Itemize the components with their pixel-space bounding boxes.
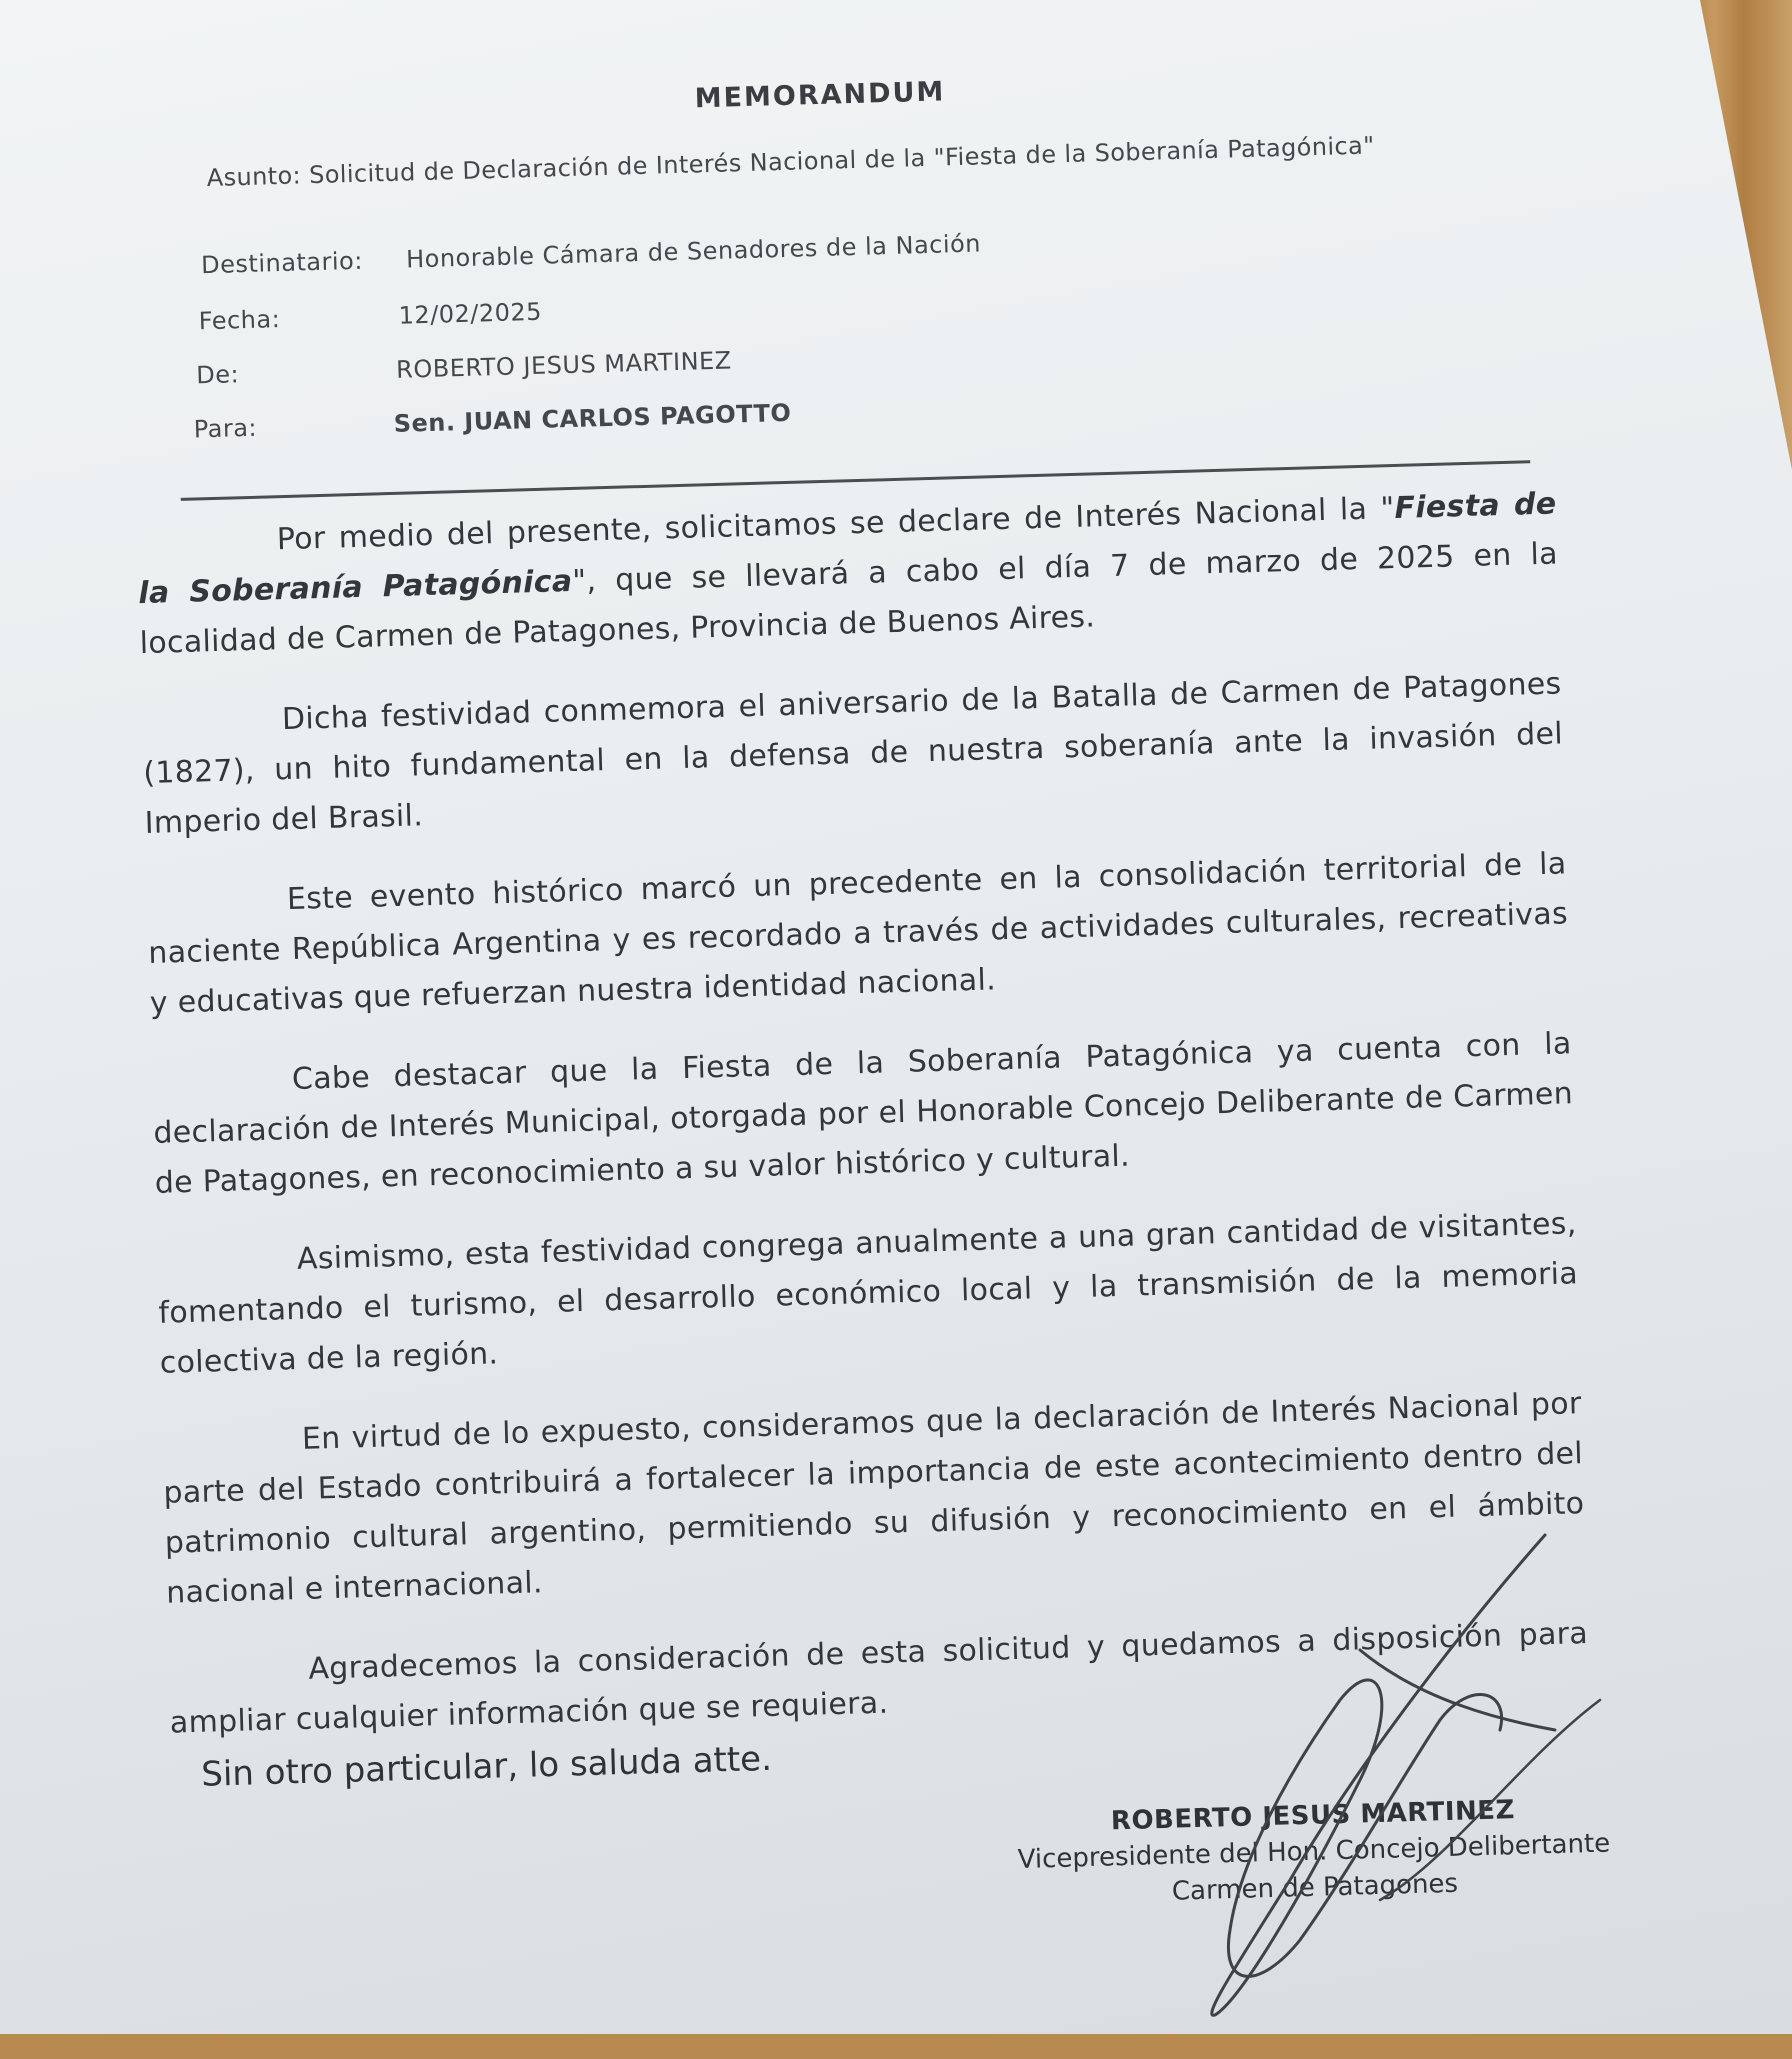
recipient-label: Destinatario:	[200, 246, 364, 280]
date-value: 12/02/2025	[398, 297, 543, 330]
to-value: Sen. JUAN CARLOS PAGOTTO	[393, 398, 792, 438]
to-label: Para:	[193, 413, 258, 444]
date-label: Fecha:	[198, 305, 281, 336]
paragraph-2: Dicha festividad conmemora el aniversario de la Batalla de Carmen de Patagones (1827), un hito fundamental en la defensa de nuestra soberanía ante la invasión del Imperio del Brasil.	[142, 666, 1564, 842]
signature-block	[983, 1792, 1646, 1912]
closing-line: Sin otro particular, lo saluda atte.	[200, 1738, 773, 1795]
recipient-row	[200, 229, 982, 280]
signer-name: ROBERTO JESUS MARTINEZ	[1110, 1795, 1516, 1837]
from-value: ROBERTO JESUS MARTINEZ	[395, 346, 733, 384]
paragraph-7: Agradecemos la consideración de esta solicitud y quedamos a disposición para ampliar cualquier información que se requiera.	[169, 1616, 1589, 1741]
to-row	[193, 398, 792, 444]
paragraph-3: Este evento histórico marcó un precedente en la consolidación territorial de la naciente República Argentina y es recordado a través de actividades culturales, recreativas y educativas que refuerzan nuestra identidad nacional.	[147, 846, 1569, 1021]
memo-body	[136, 479, 1591, 1778]
signer-role: Vicepresidente del Hon. Concejo Delibertante	[1017, 1828, 1611, 1876]
date-row	[198, 297, 543, 336]
recipient-value: Honorable Cámara de Senadores de la Nación	[405, 229, 982, 274]
event-name: Fiesta de la Soberanía Patagónica	[137, 486, 1557, 612]
paragraph-6: En virtud de lo expuesto, consideramos que la declaración de Interés Nacional por parte del Estado contribuirá a fortalecer la importancia de este acontecimiento dentro del patrimonio cultural argentino, permitiendo su difusión y reconocimiento en el ámbito nacional e internacional.	[162, 1386, 1585, 1611]
from-label: De:	[195, 360, 240, 390]
signer-city: Carmen de Patagones	[1171, 1868, 1459, 1907]
memo-subject: Asunto: Solicitud de Declaración de Interés Nacional de la "Fiesta de la Soberanía Patagónica"	[206, 131, 1375, 193]
from-row	[195, 346, 733, 390]
paragraph-1-start: Por medio del presente, solicitamos se declare de Interés Nacional la "	[276, 491, 1396, 558]
memo-title: MEMORANDUM	[694, 76, 946, 115]
paragraph-1-end: ", que se llevará a cabo el día 7 de marzo de 2025 en la localidad de Carmen de Patagones, Provincia de Buenos Aires.	[139, 536, 1559, 662]
paragraph-5: Asimismo, esta festividad congrega anualmente a una gran cantidad de visitantes, fomentando el turismo, el desarrollo económico local y la transmisión de la memoria colectiva de la región.	[157, 1206, 1579, 1381]
paragraph-4: Cabe destacar que la Fiesta de la Soberanía Patagónica ya cuenta con la declaración de Interés Municipal, otorgada por el Honorable Concejo Deliberante de Carmen de Patagones, en reconocimiento a su valor histórico y cultural.	[152, 1026, 1574, 1201]
paragraph-1	[136, 479, 1560, 669]
